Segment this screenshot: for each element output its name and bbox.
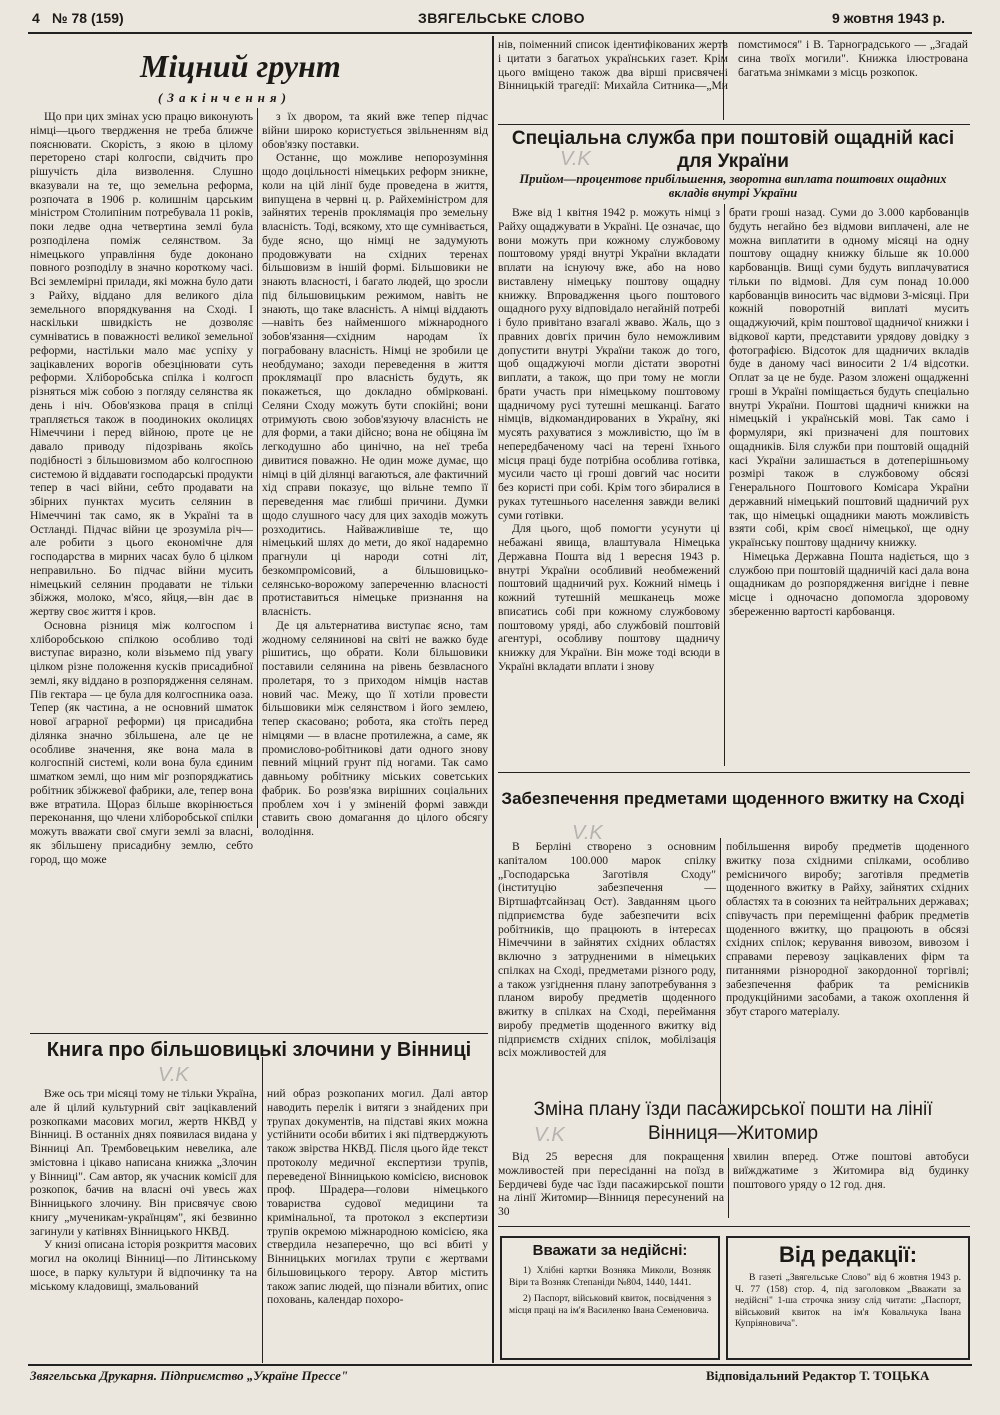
column-divider xyxy=(724,204,725,766)
page-number: 4 xyxy=(32,10,40,26)
notice-item: 2) Паспорт, військовий квиток, посвідчення з місця праці на ім'я Василенко Івана Семеновича. xyxy=(509,1293,711,1316)
column-divider xyxy=(262,1057,263,1363)
masthead: ЗВЯГЕЛЬСЬКЕ СЛОВО xyxy=(418,10,585,26)
notice-title: Від редакції: xyxy=(778,1242,918,1267)
handwritten-mark: V.K xyxy=(572,822,603,844)
column-divider xyxy=(720,838,721,1104)
article-text-column xyxy=(729,206,969,768)
notice-title: Вважати за недійсні: xyxy=(532,1242,688,1259)
article-continuation xyxy=(498,38,968,122)
paragraph: побільшення виробу предметів щоденного вжитку поза східними спілками, особливо ремісничого виробу; заготівля предметів щоденного вжитку в Райху, зайнятих східних областях та в союзних та нейтральних державах; співучасть при переміщенні фабрик предметів щоденного вжитку, що працюють в обсязі східних спілок; керування вивозом, вивозом і справами перевозу зацікавлених фірм та питаннями різнородної закордонної торгівлі; забезпечення фабрик та ремісників продукційними засобами, а також охоплення й збут старого матеріалу. xyxy=(726,840,969,1018)
paragraph: У книзі описана історія розкриття масових могил на околиці Вінниці—по Літинському шосе, в парку культури й відпочинку та на міському кладовищі, змальований xyxy=(30,1238,257,1293)
editor-credit: Відповідальний Редактор Т. ТОЦЬКА xyxy=(706,1368,930,1383)
article-text-column xyxy=(267,1087,488,1363)
article-text-column xyxy=(726,840,969,1104)
paragraph: ний образ розкопаних могил. Далі автор наводить перелік і витяги з знайдених при трупах документів, на підставі яких можна устійнити особи вбитих і які підтверджують також звірства НКВД. Після цього йде текст протоколу медичної експертизи трупів, переведеної Вінницькою комісією, висновок проф. Шрадера—голови німецького товариства судової медицини та кримінальної, та протокол з експертизи трупів окремою міжнародною комісією, яка ствердила незаперечно, що всі вбиті у Вінницьких могилах трупи є жертвами більшовицького терору. Автор містить також запис людей, що пізнали вбитих, опис поховань, календар похоро- xyxy=(267,1087,488,1307)
notice-box-editorial xyxy=(726,1236,970,1360)
notice-box-invalid xyxy=(500,1236,720,1360)
handwritten-mark: V.K xyxy=(560,148,591,170)
article-text-column xyxy=(733,1150,969,1220)
paragraph: хвилин вперед. Отже поштові автобуси виїжджатиме з Житомира від будинку поштового уряду о 12 год. дня. xyxy=(733,1150,969,1191)
column-divider xyxy=(728,1148,729,1218)
article-text-column xyxy=(30,110,253,866)
notice-text: В газеті „Звягельське Слово" від 6 жовтня 1943 р. Ч. 77 (158) стор. 4, під заголовком „Вважати за недійсні" 1-ша строчка знизу слід читати: „Паспорт, військовий квиток на ім'я Ковальчука Івана Купріяновича". xyxy=(735,1272,961,1329)
article-title: Міцний грунт xyxy=(140,48,341,84)
paragraph: Останнє, що можливе непорозуміння щодо доцільності німецьких реформ зникне, коли на цій лінії буде проведена в життя, випущена в червні ц. р. Райхеміністром для зайнятих теренів проклямація про земельну власність. Тоді, всякому, хто ще сумнівається, буде ясно, що німці не задумують продовжувати на східних теренах більшовизм в іншій формі. Більшовики не знають власності, і багато людей, що зросли під більшовицьким режимом, навіть не знають, що таке власність. А німці віддають—навіть без найменшого міжнародного зобов'язання—східним народам їх пограбовану власність. Німці не зробили це необдумано; заходи переведення в життя проклямації про власність будуть, як покажеться, що докладно обмірковані. Селяни Сходу можуть бути спокійні; вони отримують свою зобов'язуючу власність не для форми, а таки дійсно; вона не обіцяна їм легкодушно або цинічно, на неї треба дивитися поважно. Не один може думає, що німці в цій ділянці вагаються, але фактичний хід справи показує, що вільне темпо її переведення має глибші причини. Думки щодо слушного часу для цих заходів можуть розходитись. Найважливіше те, що німецький шлях до мети, до якої надаремно прагнули ці народи сотні літ, безкомпромісовий, а більшовицько-селянсько-ворожому запереченню власності протиставиться німецьке признання на власність. xyxy=(262,151,488,618)
paragraph: Для цього, щоб помогти усунути ці небажані явища, влаштувала Німецька Державна Пошта від 1 вересня 1943 р. внутрі України особливий необмежений поштовий щадничий рух. Кожний німець і кожний тутешній мешканець може вписатись собі при кожному службовому поштовому уряді, або службовій поштовій агентурі, особливу поштову щадничу книжку для України. Він може тоді всюди в Україні вкладати вплати і знову xyxy=(498,522,720,673)
column-divider xyxy=(257,108,258,828)
issue-date: 9 жовтня 1943 р. xyxy=(832,10,946,26)
article-text-column xyxy=(498,1150,724,1220)
notice-body xyxy=(728,1268,968,1330)
column-divider xyxy=(492,36,494,1363)
section-rule xyxy=(498,124,970,125)
paragraph: з їх двором, та який вже тепер підчас війни широко користується звільненням від обов'язку поставки. xyxy=(262,110,488,151)
section-rule xyxy=(498,772,970,773)
issue-number: № 78 (159) xyxy=(52,10,124,26)
paragraph: брати гроші назад. Суми до 3.000 карбованців будуть негайно без відмови виплачені, але не можна виплатити в одному місяці на одну поштову ощадну книжку більше як 10.000 карбованців. Вищі суми будуть виплачуватися тільки по відмові. Для сум понад 10.000 карбованців виносить час відмови 3-місяці. При кожній поворотній виплаті мусить ощаджуючий, крім поштової щадничої книжки і відкової карти, представити урядову довідку з фотографією. Відсоток для щадничих вкладів буде в даному часі виносити 2 1/4 відсотки. Оплат за це не буде. Разом зложені ощадженні гроші в Україні поміщається будуть спеціально внутрі України. Поштові щадничі книжки на німецькій і українській мові. Так само і формуляри, які призначені для поштових ощадників. Біля служби при поштовій ощадній касі України залишається в дотеперішньому розмірі також в службовому обсязі Генерального Поштового Комісара України державний німецький поштовий щадничий рух так, що німецькі ощадники мають можливість взяти собі, крім своєї німецької, ще одну українську поштову щадничу книжку. xyxy=(729,206,969,549)
paragraph: Що при цих змінах усю працю виконують німці—цього твердження не треба ближче пояснювати. Скорість, з якою в цілому переторено старі колгоспи, свідчить про рішучість діла визволення. Слушно вказували на те, що земельна реформа, розпочата в 1906 р. колишнім царським міністром Столипіним потребувала 11 років, поки ледве одна четвертина землі була розподілена поміж селянством. За німецького управління буде доконано повного розподілу в значно короткому часі. Всі землемірні прилади, які можна було дати з Райху, віддано для великого діла земельного впорядкування на Сході. І наскільки швидкість не дозволяє сумніватись в поважності великої земельної реформи, настільки мало має успіху у зацікавлених ворогів обезцінювати суть реформи. Хліборобська спілка і колгосп різняться між собою з погляду селянства як день і ніч. Обов'язкова праця в спілці трапляється також в поодиноких околицях Німеччини і перед війною, проте це не давало приводу підозрівань якоїсь подібності з більшовизмом або колгоспною системою й віддавати господарські продукти тепер в часі війни, себто продавати на збірних пунктах мусить селянин в Німеччині так само, як в Україні та в Остланді. Підчас війни це зрозуміла річ—але робити з цього економічне для господарства в мирних часах було б цілком неправильно. Бо підчас війни мусить німецький селянин продавати не тільки збіжжя, молоко, м'ясо, яйця,—він дає в жертву своє життя і кров. xyxy=(30,110,253,618)
article-text-column xyxy=(30,1087,257,1363)
handwritten-mark: V.K xyxy=(534,1124,565,1146)
notice-body xyxy=(502,1259,718,1316)
paragraph: Основна різниця між колгоспом і хліборобською спілкою особливо тоді виступає виразно, коли візьмемо під увагу цілком різне положення кусків присадибної землі, яку віддано в розпорядження селянам. Пів гектара — це була для колгоспника оаза. Тепер (як частина, а не основний шматок нової аграрної реформи) ця присадибна ділянка значно збільшена, але це не особливе значення, яке вона мала в колгоспній системі, коли вона була єдиним шматком землі, що ним міг розпоряджатись робітник збіжжевої фабрики, але, тепер вона вже втратила. Щораз більше вкорінюється переконання, що члени хліборобської спілки можуть вважати свої смуги землі за власні, як збільшену присадибну землю, себто город, що може xyxy=(30,618,253,866)
footer-rule xyxy=(28,1364,972,1366)
article-subtitle: Прийом—процентове прибільшення, зворотна виплата поштових ощадних вкладів внутрі України xyxy=(519,172,947,200)
notice-item: 1) Хлібні картки Возняка Миколи, Возняк Віри та Возняк Степаніди №804, 1440, 1441. xyxy=(509,1265,711,1288)
section-rule xyxy=(30,1033,488,1034)
header-rule xyxy=(28,32,972,34)
article-title: Зміна плану їзди пасажирської пошти на лінії Вінниця—Житомир xyxy=(533,1099,933,1144)
printer-credit: Звягельська Друкарня. Підприємство „Україне Прессе" xyxy=(30,1368,349,1383)
article-text-column xyxy=(498,840,716,1104)
paragraph: Вже від 1 квітня 1942 р. можуть німці з Райху ощаджувати в Україні. Це означає, що вони можуть при кожному службовому поштовому уряді внутрі України вкладати вплати на існуючу вже, або на ново виставлену німецьку поштову ощадну книжку. Впровадження цього поштового ощадного руху відповідало негайній потребі і було привітано взагалі жваво. Жаль, що з правних довгіх причин було неможливим допустити внутрі України також до того, щоб ощаджуючі могли дістати зворотні виплати, а також, що при тому не могли брати участь при німецькому поштовому щадничому русі тутешні мешканці. Багато німців, відкомандированих в Україну, які мусять рахуватися з можливістю, що їм в непередбаченому часі на терені їхнього місця праці буде потрібна особлива готівка, мусили часто ці гроші довгий час носити без користі при собі. Крім того збиралися в руках тутешнього населення завжди великі суми готівки. xyxy=(498,206,720,522)
handwritten-mark: V.K xyxy=(158,1064,189,1086)
paragraph: Де ця альтернатива виступає ясно, там жодному селянинові на світі не важко буде рішитись, що обрати. Коли більшовики поставили селянина на рівень безвласного пролетаря, то з приходом німців настав новий час. Межу, що її хотіли провести більшовики між селянством і його землею, тепер скасовано; робота, яка стоїть перед німцями — в власне протилежна, а саме, як промислово-робітникові дати одного знову певний міцний грунт під ногами. Так само давньому робітнику міських советських фабрик. Бо розв'язка вирішних соціальних проблем хоч і у зміненій формі завжди ставить свою домагання до цілого обсягу володіння. xyxy=(262,618,488,838)
section-rule xyxy=(498,1226,970,1227)
article-title: Забезпечення предметами щоденного вжитку на Сході xyxy=(501,789,965,808)
article-subtitle: (Закінчення) xyxy=(158,90,291,105)
paragraph: В Берліні створено з основним капіталом 100.000 марок спілку „Господарська Заготівля Сходу" (інституцію забезпечення — Віртшафтсайнзац Ост). Завданням цього підприємства буде забезпечити всіх робітників, що працюють в інтересах Німеччини в зайнятих східних областях включно з затрудненими в німецьких спілках на Сході, предметами різного роду, а також узгіднення плану запотребування з планом виробу предметів щоденного вжитку в спілках на Сході, переймання виробу предметів щоденного вжитку від підприємств східних спілок, мобілізація всіх можливостей для xyxy=(498,840,716,1060)
article-title: Спеціальна служба при поштовій ощадній касі для України xyxy=(511,128,955,172)
article-text-column xyxy=(262,110,488,838)
article-text-column xyxy=(498,206,720,768)
paragraph: Німецька Державна Пошта надіється, що з службою при поштовій щадничій касі дала вона ощадникам до розпорядження вигідне і певне місце і одночасно допомогла здоровому збереженню вартості карбованця. xyxy=(729,549,969,618)
paragraph: нів, поіменний список ідентифікованих жертв і цитати з багатьох українських газет. Крім цього вміщено також два вірші присвячені Вінницькій трагедії: Михайла Ситника—„Ми помстимося" і В. Тарноградського — „Згадай сина твоїх могили". Книжка ілюстрована багатьма знімками з місць розкопок. xyxy=(498,38,968,93)
article-title: Книга про більшовицькі злочини у Вінниці xyxy=(46,1039,472,1061)
paragraph: Від 25 вересня для покращення можливостей при пересіданні на поїзд в Бердичеві буде час їзди пасажирської пошти на лінії Житомир—Вінниця пересунений на 30 xyxy=(498,1150,724,1218)
paragraph: Вже ось три місяці тому не тільки Україна, але й цілий культурний світ зацікавлений розкопками масових могил, жертв НКВД у Вінниці. В останніх днях появилася видана у Вінниці Ап. Трембовецьким невелика, але змістовна і цікаво написана книжка „Злочин у Вінниці". Сам автор, як учасник комісії для розкопок, бачив на власні очі увесь жах Вінницького злочину. Він присвячує свою книгу „мученикам-українцям", які безвинно загинули у катівнях Вінницького НКВД. xyxy=(30,1087,257,1238)
